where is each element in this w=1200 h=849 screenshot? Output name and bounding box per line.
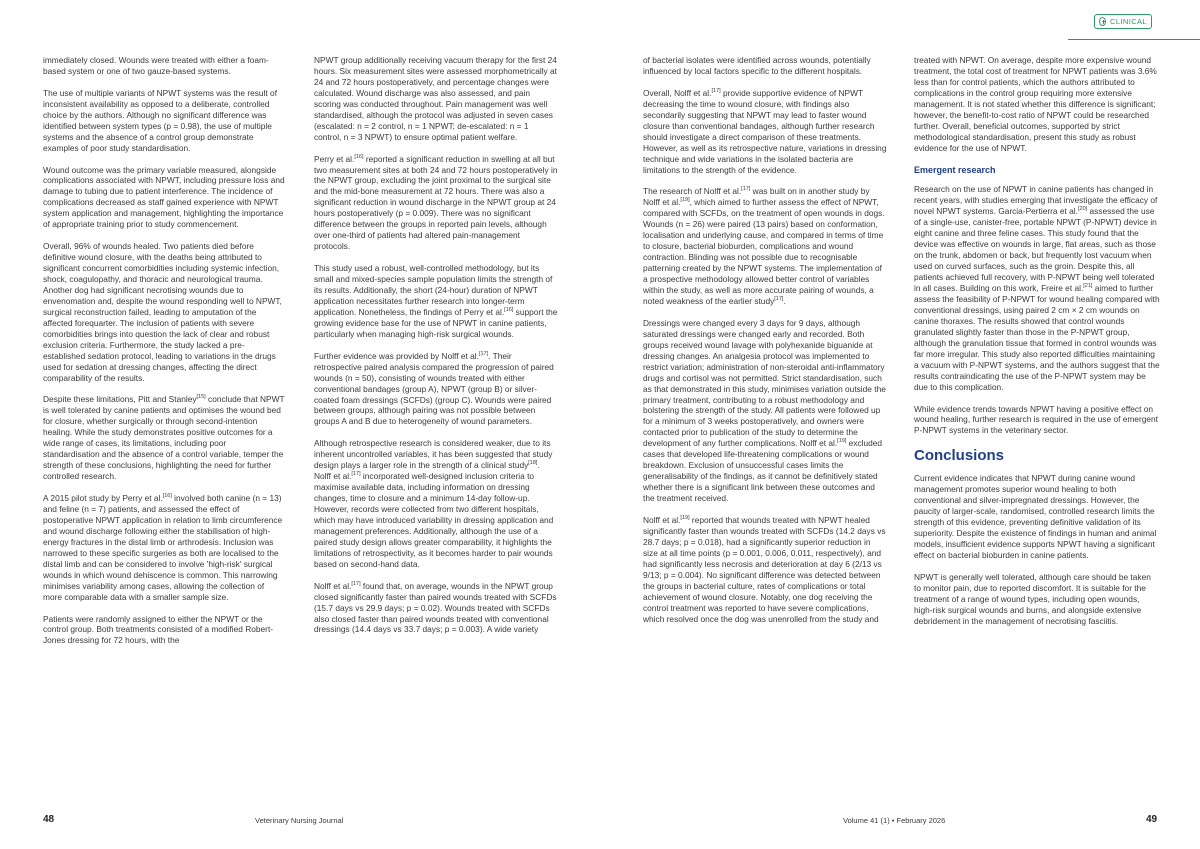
paragraph: The use of multiple variants of NPWT systems was the result of inconsistent availability as opposed to a deliberate, controlled choice by the authors. Although no significant difference was identified between system types (p = 0.98), the use of multiple systems and the absence of a control group demonstrate examples of poor study standardisation. xyxy=(43,87,278,153)
paragraph: Overall, 96% of wounds healed. Two patients died before definitive wound closure, with the deaths being attributed to significant concurrent comorbidities including systemic infection, shock, coagulopathy, and thoracic and neurological trauma. Another dog had significant necrotising wounds due to envenomation and, despite the wound responding well to NPWT, surgical reconstruction failed, leading to amputation of the affected forequarter. The inclusion of patients with severe comorbidities brings into question the lack of clear and robust exclusion criteria. Furthermore, the study lacked a pre-established sedation protocol, leading to variations in the drugs used for sedation at dressing changes, affecting the direct comparability of the results. xyxy=(43,241,282,383)
paragraph: treated with NPWT. On average, despite more expensive wound treatment, the total cost of treatment for NPWT patients was 3.6% less than for control patients, which the authors attributed to complications in the control group requiring more extensive management. It is not stated whether this difference is significant; however, the benefit-to-cost ratio of NPWT could be researched further. Overall, beneficial outcomes, supported by strict methodological standardisation, present this study as robust evidence for the use of NPWT. xyxy=(914,55,1157,153)
section-badge-label: CLINICAL xyxy=(1110,17,1147,26)
journal-title: Veterinary Nursing Journal xyxy=(255,816,344,825)
paragraph: of bacterial isolates were identified across wounds, potentially influenced by local factors specific to the different hospitals. xyxy=(643,55,871,76)
paragraph: Nolff et al.[19] reported that wounds treated with NPWT healed significantly faster than wounds treated with SCFDs (14.2 days vs 28.7 days; p = 0.018), had a significantly superior reduction in size at all time points (p = 0.001, 0.006, 0.011, respectively), and had significantly less necrosis and deterioration at day 6 (2/13 vs 9/13; p = 0.004). No significant difference was detected between the groups in bacterial culture, rates of complications or total achievement of wound closure. Notably, one dog receiving the control treatment was reported to have severe complications, which resolved once the dog was unenrolled from the study and xyxy=(643,514,886,624)
paragraph: This study used a robust, well-controlled methodology, but its small and mixed-species sample population limits the strength of its results. Additionally, the short (24-hour) duration of NPWT application necessitates further research into longer-term application. Nonetheless, the findings of Perry et al.[16] support the growing evidence base for the use of NPWT in canine patients, particularly when managing high-risk surgical wounds. xyxy=(314,263,558,339)
plus-circle-icon xyxy=(1099,17,1106,26)
paragraph: Overall, Nolff et al.[17] provide supportive evidence of NPWT decreasing the time to wound closure, with findings also secondarily suggesting that NPWT may lead to faster wound closure than conventional bandages, although further research should investigate a direct comparison of these treatments. However, as well as its retrospective nature, variations in dressing technique and wide variations in the isolated bacteria are limitations to the strength of the evidence. xyxy=(643,87,887,175)
paragraph: Despite these limitations, Pitt and Stanley[15] conclude that NPWT is well tolerated by canine patients and optimises the wound bed for closure, whether surgically or through second-intention healing. While the study demonstrates positive outcomes for a wide range of cases, its limitations, including poor standardisation and the absence of a control variable, temper the strength of these conclusions, highlighting the need for further controlled research. xyxy=(43,394,285,482)
issue-info: Volume 41 (1) • February 2026 xyxy=(843,816,946,825)
paragraph: The research of Nolff et al.[17] was built on in another study by Nolff et al.[19], which aimed to further assess the effect of NPWT, compared with SCFDs, on the treatment of open wounds in dogs. Wounds (n = 26) were paired (13 pairs) based on conformation, localisation and underlying cause, and compared in terms of time to closure, bacterial bioburden, complications and wound contraction. Blinding was not possible due to recognisable patterning created by the NPWT systems. The implementation of a prospective methodology allowed better control of variables within the study, as well as more accurate pairing of wounds, a noted weakness of the earlier study[17]. xyxy=(643,186,885,306)
column-3 xyxy=(643,55,887,625)
paragraph: A 2015 pilot study by Perry et al.[16] involved both canine (n = 13) and feline (n = 7) patients, and assessed the effect of postoperative NPWT application in relation to limb circumference and wound discharge following either the stabilisation of high-energy fractures in the distal limb or arthrodesis. Inclusion was narrowed to these specific surgeries as both are localised to the distal limb and can be considered to involve 'high-risk' surgical wounds in which wound dehiscence is common. This narrowing minimises variability among cases, allowing the collection of more comparable data with a smaller sample size. xyxy=(43,493,283,602)
paragraph: Wound outcome was the primary variable measured, alongside complications associated with NPWT, including pressure loss and damage to tubing due to patient interference. The incidence of complications decreased as staff gained experience with NPWT system application and management, highlighting the importance of appropriate training prior to study commencement. xyxy=(43,164,285,230)
header-rule xyxy=(1068,39,1200,40)
paragraph: Current evidence indicates that NPWT during canine wound management promotes superior wound healing to both conventional and silver-impregnated dressings. However, the paucity of larger-scale, randomised, controlled research limits the strength of this evidence, preventing definitive validation of its superiority. Despite the existence of findings in human and animal models, insufficient evidence supports NPWT having a significant effect on bacterial bioburden in canine patients. xyxy=(914,473,1157,560)
paragraph: Nolff et al.[17] found that, on average, wounds in the NPWT group closed significantly faster than paired wounds treated with SCFDs (15.7 days vs 29.9 days; p = 0.02). Wounds treated with SCFDs also closed faster than paired wounds treated with conventional dressings (14.4 days vs 33.7 days; p = 0.003). A wide variety xyxy=(314,580,557,635)
paragraph: NPWT is generally well tolerated, although care should be taken to monitor pain, due to reported discomfort. It is suitable for the treatment of a range of wound types, including open wounds, high-risk surgical wounds and burns, and alongside extensive debridement in the management of necrotising fasciitis. xyxy=(914,571,1151,626)
paragraph: Perry et al.[16] reported a significant reduction in swelling at all but two measurement sites at both 24 and 72 hours postoperatively in the NPWT group, excluding the joint proximal to the surgical site and the mid-bone measurement at 72 hours. There was also a significant reduction in wound discharge in the NPWT group at 24 hours postoperatively (p = 0.009). There was no significant difference between the groups in reported pain levels, although over one-third of patients had altered pain-management protocols. xyxy=(314,153,558,252)
column-4 xyxy=(914,55,1160,627)
paragraph: Further evidence was provided by Nolff et al.[17]. Their retrospective paired analysis compared the progression of paired wounds (n = 50), consisting of wounds treated with either conventional bandages (group A), NPWT (group B) or silver-coated foam dressings (SCFDs) (group C). Wounds were paired between groups, although pairing was not possible between groups A and B due to heterogeneity of wound parameters. xyxy=(314,350,554,427)
paragraph: Dressings were changed every 3 days for 9 days, although saturated dressings were changed early and recorded. Both groups received wound lavage with polyhexanide biguanide at dressing changes. An analgesia protocol was implemented to restrict variation; administration of non-steroidal anti-inflammatory drugs and cortisol was not permitted. Strict standardisation, such as that demonstrated in this study, minimises variation outside the primary treatment, contributing to a robust methodology and bolstering the strength of the study. All patients were followed up for a minimum of 3 weeks postoperatively, and owners were contacted prior to publication of the study to determine the development of any further complications. Nolff et al.[19] excluded cases that developed life-threatening complications or wound breakdown. Exclusion of unsuccessful cases limits the generalisability of the findings, as it cannot be definitively stated whether there is a significant link between these outcomes and the treatment received. xyxy=(643,317,886,504)
paragraph: Although retrospective research is considered weaker, due to its inherent uncontrolled variables, it has been suggested that study design plays a larger role in the strength of a clinical study[18]. Nolff et al.[17] incorporated well-designed inclusion criteria to maximise available data, including information on dressing changes, time to closure and a minimum 14-day follow-up. However, records were collected from two different hospitals, which may have introduced variability in dressing application and management preferences. Additionally, although the use of a paired study design allows greater comparability, it highlights the limitations of retrospectivity, as it becomes harder to pair wounds based on second-hand data. xyxy=(314,438,554,569)
section-badge xyxy=(1094,14,1152,29)
column-1 xyxy=(43,55,285,646)
left-page-number: 48 xyxy=(43,814,55,825)
subheading-emergent-research: Emergent research xyxy=(914,164,996,175)
paragraph: While evidence trends towards NPWT having a positive effect on wound healing, further research is required in the use of emergent P-NPWT systems in the veterinary sector. xyxy=(914,403,1158,436)
paragraph: Research on the use of NPWT in canine patients has changed in recent years, with studies emerging that investigate the efficacy of novel NPWT systems. Garcia-Pertierra et al.[20] assessed the use of a single-use, canister-free, portable NPWT (P-NPWT) device in eight canine and three feline cases. This study found that the device was effective on wounds in large, flat areas, such as those on the trunk, abdomen or back, but frequently lost vacuum when used on curved surfaces, such as the groin. Despite this, all patients achieved full recovery, with P-NPWT being well tolerated in all cases. Building on this work, Freire et al.[21] aimed to further assess the feasibility of P-NPWT for wound healing compared with conventional dressings, using paired 2 cm × 2 cm wounds on canine thoraxes. The results showed that control wounds granulated slightly faster than those in the P-NPWT group, although the granulation tissue that formed in control wounds was far more irregular. This study also reported difficulties maintaining a vacuum with P-NPWT systems, and the authors suggest that the results contraindicating the use of the P-NPWT system may be due to this complication. xyxy=(914,184,1160,392)
column-2 xyxy=(314,55,558,635)
paragraph: NPWT group additionally receiving vacuum therapy for the first 24 hours. Six measurement sites were assessed morphometrically at 24 and 72 hours postoperatively, and percentage changes were calculated. Wound discharge was also assessed, and pain scoring was conducted throughout. Pain management was well standardised, although the protocol was adjusted in seven cases (escalated: n = 2 control, n = 1 NPWT; de-escalated: n = 1 control, n = 3 NPWT) to ensure optimal patient welfare. xyxy=(314,55,557,142)
right-page-number: 49 xyxy=(1146,814,1158,825)
paragraph: immediately closed. Wounds were treated with either a foam-based system or one of two gauze-based systems. xyxy=(43,55,269,76)
paragraph: Patients were randomly assigned to either the NPWT or the control group. Both treatments consisted of a modified Robert-Jones dressing for 72 hours, with the xyxy=(43,613,274,646)
heading-conclusions: Conclusions xyxy=(914,447,1005,465)
